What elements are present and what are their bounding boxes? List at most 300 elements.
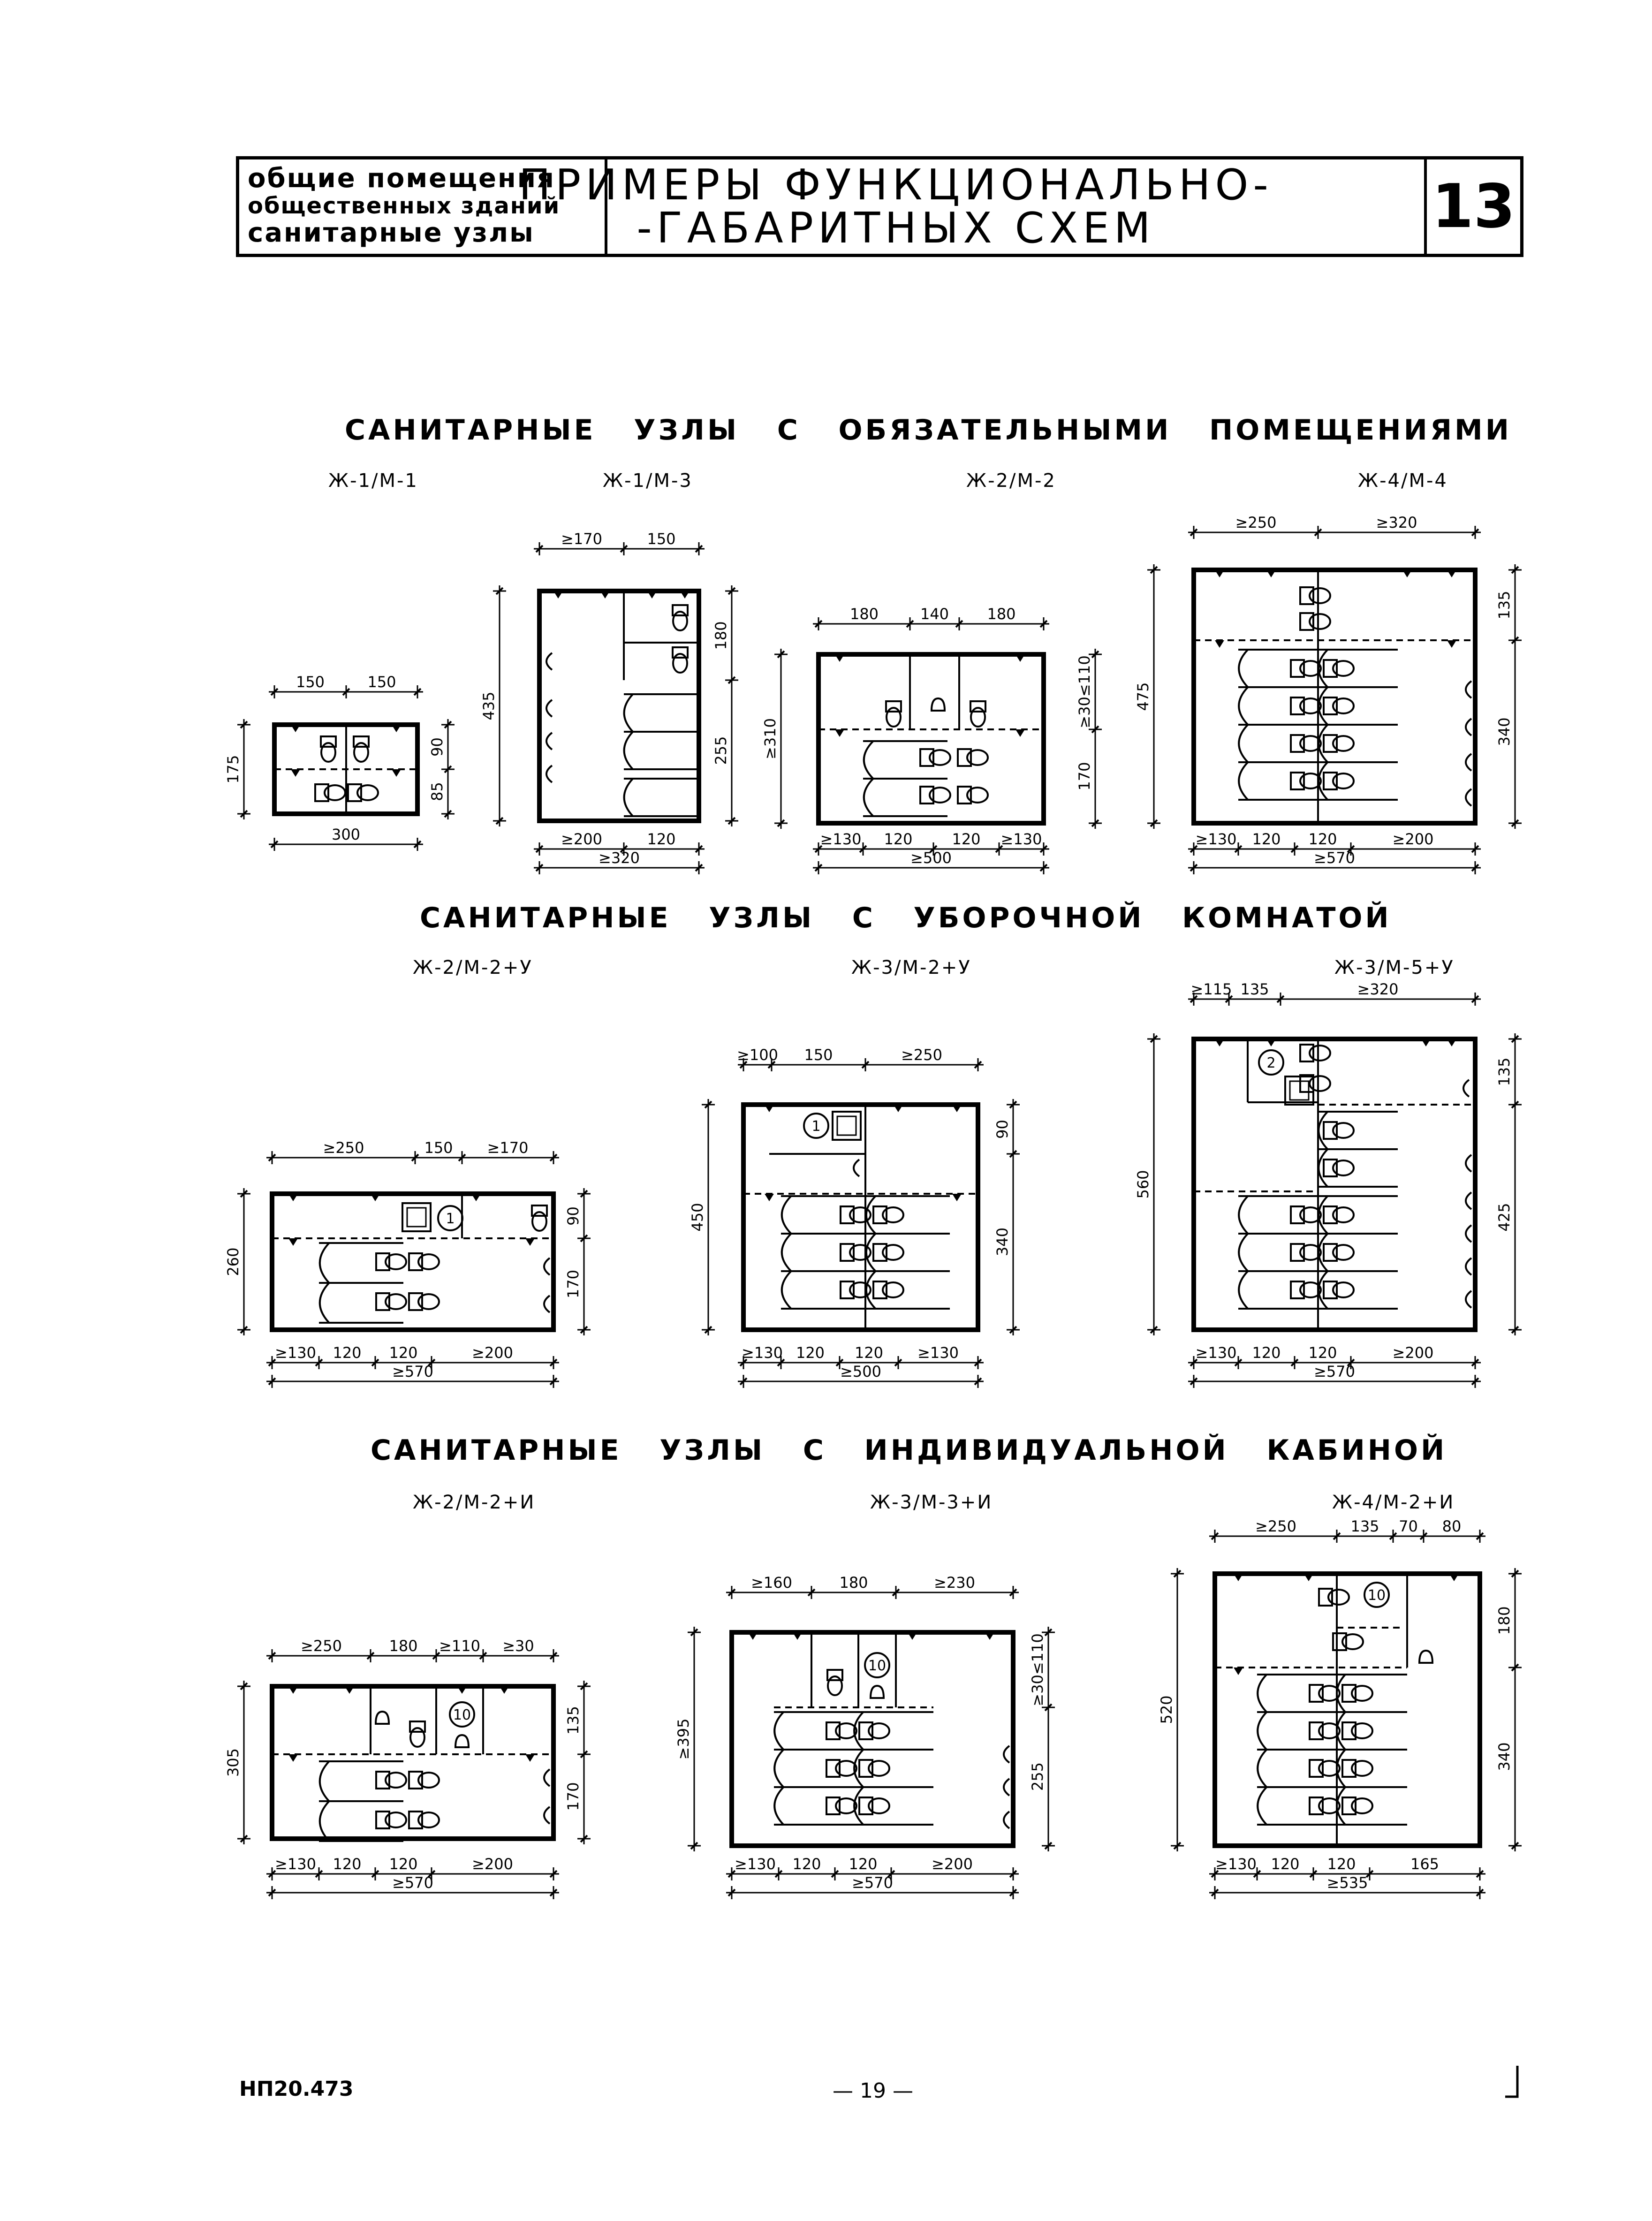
door-marker	[1266, 570, 1276, 577]
toilet-icon	[1291, 1244, 1304, 1261]
door-marker	[525, 1238, 535, 1246]
washbasin-icon	[1466, 1155, 1471, 1172]
dimension-label: 120	[647, 830, 676, 848]
toilet-icon	[958, 749, 971, 766]
washbasin-icon	[546, 766, 552, 782]
toilet-icon	[1324, 1206, 1337, 1223]
stall-partition	[1257, 1750, 1337, 1787]
stall-partition	[1318, 650, 1398, 687]
washbasin-icon	[1466, 1291, 1471, 1308]
dimension-label: 255	[712, 736, 730, 765]
door-marker	[748, 1632, 758, 1640]
toilet-icon	[1324, 697, 1337, 714]
washbasin-icon	[854, 1160, 859, 1176]
toilet-icon	[409, 1812, 422, 1828]
dimension-label: ≥170	[561, 530, 602, 548]
equipment-marker-label: 2	[1266, 1055, 1276, 1071]
dimension-label: 170	[1076, 762, 1093, 791]
toilet-icon	[376, 1812, 389, 1828]
dimension-label: ≥570	[852, 1874, 893, 1892]
stall-partition	[865, 1234, 950, 1271]
washbasin-icon	[1004, 1812, 1009, 1828]
dimension-label: 120	[849, 1855, 878, 1873]
toilet-icon	[1300, 587, 1313, 604]
stall-partition	[863, 741, 947, 779]
equipment-marker-label: 1	[811, 1118, 821, 1135]
door-marker	[793, 1632, 802, 1640]
toilet-icon	[1300, 1075, 1313, 1092]
toilet-icon	[958, 787, 971, 804]
door-marker	[1215, 570, 1224, 577]
toilet-icon	[1324, 1281, 1337, 1298]
service-sink-icon	[837, 1116, 856, 1135]
stall-partition	[1318, 1271, 1398, 1309]
dimension-label: ≥500	[910, 849, 952, 867]
dimension-label: ≥230	[934, 1574, 975, 1592]
dimension-label: 180	[389, 1637, 418, 1655]
stall-partition	[1318, 1112, 1398, 1149]
toilet-icon	[1324, 1122, 1337, 1139]
door-marker	[600, 591, 610, 599]
toilet-icon	[376, 1772, 389, 1789]
dimension-label: ≥570	[1314, 1363, 1355, 1380]
dimension-label: ≥500	[840, 1363, 881, 1380]
stall-partition	[1238, 1271, 1318, 1309]
dimension-label: ≥110	[439, 1637, 480, 1655]
dimension-label: 140	[920, 605, 949, 623]
category-line-3: санитарные узлы	[248, 218, 535, 248]
dimension-label: 120	[1308, 1344, 1337, 1362]
urinal-icon	[932, 698, 945, 711]
toilet-icon	[1310, 1685, 1323, 1702]
dimension-label: 120	[333, 1855, 362, 1873]
door-marker	[647, 591, 657, 599]
dimension-label: 520	[1158, 1695, 1175, 1724]
dimension-label: ≥170	[487, 1139, 529, 1157]
sheet-number: 13	[1424, 159, 1520, 254]
equipment-marker-label: 10	[868, 1658, 887, 1674]
toilet-icon	[826, 1722, 840, 1739]
toilet-icon	[859, 1760, 872, 1777]
toilet-icon	[409, 1293, 422, 1310]
door-marker	[1234, 1668, 1243, 1675]
toilet-icon	[841, 1244, 854, 1261]
dimension-label: 165	[1410, 1855, 1440, 1873]
section-title-cleaning-room: САНИТАРНЫЕ УЗЛЫ С УБОРОЧНОЙ КОМНАТОЙ	[420, 902, 1392, 934]
stall-partition	[865, 1196, 950, 1234]
toilet-icon	[1300, 1045, 1313, 1061]
section-title-individual-cabin: САНИТАРНЫЕ УЗЛЫ С ИНДИВИДУАЛЬНОЙ КАБИНОЙ	[371, 1434, 1447, 1467]
toilet-icon	[873, 1206, 887, 1223]
toilet-icon	[376, 1253, 389, 1270]
toilet-icon	[920, 749, 933, 766]
dimension-label: ≥535	[1326, 1874, 1368, 1892]
stall-partition	[1238, 650, 1318, 687]
toilet-icon	[1291, 1206, 1304, 1223]
dimension-label: 255	[1029, 1762, 1046, 1791]
toilet-icon	[1310, 1797, 1323, 1814]
dimension-label: 340	[993, 1227, 1011, 1257]
dimension-label: ≥115	[1190, 980, 1232, 998]
washbasin-icon	[1466, 681, 1471, 698]
corner-mark	[1503, 2064, 1522, 2101]
dimension-label: ≥130	[742, 1344, 783, 1362]
door-marker	[985, 1632, 994, 1640]
stall-partition	[624, 694, 699, 732]
toilet-icon	[841, 1281, 854, 1298]
toilet-icon	[1324, 660, 1337, 677]
dimension-label: 135	[1495, 1057, 1513, 1086]
dimension-label: ≥160	[751, 1574, 792, 1592]
dimension-label: 150	[296, 673, 325, 691]
toilet-icon	[409, 1253, 422, 1270]
stall-partition	[624, 779, 699, 816]
door-marker	[457, 1686, 467, 1694]
dimension-label: 425	[1495, 1203, 1513, 1232]
stall-partition	[1318, 1234, 1398, 1271]
washbasin-icon	[546, 700, 552, 717]
stall-partition	[1318, 762, 1398, 800]
stall-partition	[865, 1271, 950, 1309]
dimension-label: 120	[884, 830, 913, 848]
door-marker	[1402, 570, 1412, 577]
dimension-label: 180	[839, 1574, 868, 1592]
dimension-label: 135	[564, 1706, 582, 1735]
dimension-label: 170	[564, 1782, 582, 1811]
urinal-icon	[1419, 1651, 1432, 1663]
toilet-icon	[315, 784, 328, 801]
stall-partition	[1238, 687, 1318, 725]
toilet-icon	[1324, 735, 1337, 752]
door-marker	[291, 725, 300, 732]
plan-code: Ж-1/М-1	[328, 470, 418, 492]
dimension-label: 120	[1308, 830, 1337, 848]
washbasin-icon	[1004, 1779, 1009, 1796]
dimension-label: ≥320	[1357, 980, 1399, 998]
door-marker	[680, 591, 690, 599]
dimension-label: 120	[389, 1855, 418, 1873]
dimension-label: 305	[224, 1748, 242, 1777]
toilet-icon	[841, 1206, 854, 1223]
dimension-label: 120	[854, 1344, 884, 1362]
dimension-label: ≥200	[932, 1855, 973, 1873]
dimension-label: 80	[1442, 1517, 1462, 1535]
door-marker	[765, 1194, 774, 1201]
dimension-label: 180	[987, 605, 1016, 623]
toilet-icon	[1324, 773, 1337, 789]
dimension-label: ≥570	[1314, 849, 1355, 867]
dimension-label: ≥30	[502, 1637, 534, 1655]
dimension-label: ≥130	[275, 1344, 316, 1362]
dimension-label: ≥320	[599, 849, 640, 867]
stall-partition	[319, 1761, 403, 1801]
plan-code: Ж-3/М-5+У	[1334, 957, 1455, 978]
dimension-label: 180	[1495, 1606, 1513, 1635]
toilet-icon	[376, 1293, 389, 1310]
dimension-label: 120	[1252, 830, 1281, 848]
toilet-icon	[920, 787, 933, 804]
dimension-label: ≥200	[1392, 830, 1434, 848]
washbasin-icon	[544, 1296, 550, 1312]
title-line-1: ПРИМЕРЫ ФУНКЦИОНАЛЬНО-	[519, 160, 1273, 210]
dimension-label: 340	[1495, 1742, 1513, 1771]
dimension-label: 120	[796, 1344, 825, 1362]
toilet-icon	[348, 784, 361, 801]
dimension-label: 90	[993, 1120, 1011, 1139]
toilet-icon	[1300, 613, 1313, 630]
section-title-mandatory: САНИТАРНЫЕ УЗЛЫ С ОБЯЗАТЕЛЬНЫМИ ПОМЕЩЕНИЯМИ	[345, 414, 1512, 447]
toilet-icon	[873, 1281, 887, 1298]
dimension-label: ≥130	[1195, 830, 1237, 848]
door-marker	[291, 769, 300, 777]
door-marker	[345, 1686, 354, 1694]
door-marker	[288, 1194, 298, 1201]
toilet-icon	[1310, 1760, 1323, 1777]
door-marker	[894, 1105, 903, 1112]
dimension-label: 340	[1495, 717, 1513, 746]
stall-partition	[1318, 725, 1398, 762]
door-marker	[288, 1754, 298, 1762]
stall-partition	[319, 1801, 403, 1841]
door-marker	[765, 1105, 774, 1112]
dimension-label: ≥320	[1376, 514, 1417, 531]
toilet-icon	[1291, 697, 1304, 714]
toilet-icon	[1291, 773, 1304, 789]
plan-code: Ж-4/М-2+И	[1332, 1492, 1455, 1513]
dimension-label: ≥250	[323, 1139, 364, 1157]
door-marker	[1447, 570, 1456, 577]
door-marker	[1015, 729, 1025, 737]
stall-partition	[854, 1712, 933, 1750]
dimension-label: ≥130	[1215, 1855, 1257, 1873]
plan-code: Ж-4/М-4	[1358, 470, 1448, 492]
urinal-icon	[871, 1686, 884, 1698]
stall-partition	[1238, 725, 1318, 762]
dimension-label: ≥310	[761, 718, 779, 759]
door-marker	[952, 1194, 962, 1201]
equipment-marker-label: 10	[453, 1707, 471, 1723]
washbasin-icon	[546, 733, 552, 750]
dimension-label: 70	[1399, 1517, 1418, 1535]
door-marker	[1447, 640, 1456, 648]
stall-partition	[1318, 1196, 1398, 1234]
washbasin-icon	[1466, 754, 1471, 771]
stall-partition	[1238, 1234, 1318, 1271]
toilet-icon	[1319, 1589, 1332, 1606]
door-marker	[1215, 640, 1224, 648]
stall-partition	[774, 1712, 854, 1750]
toilet-icon	[826, 1760, 840, 1777]
toilet-icon	[1291, 735, 1304, 752]
door-marker	[525, 1754, 535, 1762]
plan-code: Ж-2/М-2	[966, 470, 1056, 492]
dimension-label: 175	[224, 755, 242, 784]
dimension-label: 150	[367, 673, 396, 691]
stall-partition	[319, 1283, 403, 1323]
room-outline	[1215, 1574, 1480, 1846]
dimension-label: ≥200	[561, 830, 602, 848]
door-marker	[1015, 654, 1025, 662]
dimension-label: 450	[689, 1203, 706, 1232]
door-marker	[1421, 1039, 1431, 1046]
stall-partition	[319, 1243, 403, 1283]
dimension-label: ≥250	[1255, 1517, 1296, 1535]
category-line-2: общественных зданий	[248, 193, 561, 219]
dimension-label: 135	[1495, 591, 1513, 620]
washbasin-icon	[1004, 1746, 1009, 1763]
stall-partition	[1257, 1787, 1337, 1825]
room-outline	[539, 591, 699, 821]
toilet-icon	[1342, 1722, 1356, 1739]
door-marker	[952, 1105, 962, 1112]
dimension-label: 120	[1271, 1855, 1300, 1873]
dimension-label: ≥395	[674, 1718, 692, 1760]
dimension-label: 85	[428, 782, 446, 801]
dimension-label: 170	[564, 1269, 582, 1299]
door-marker	[553, 591, 563, 599]
stall-partition	[774, 1787, 854, 1825]
title-line-2: -ГАБАРИТНЫХ СХЕМ	[637, 203, 1155, 253]
door-marker	[471, 1194, 481, 1201]
stall-partition	[624, 732, 699, 769]
toilet-icon	[859, 1722, 872, 1739]
washbasin-icon	[1466, 1192, 1471, 1209]
dimension-label: 120	[389, 1344, 418, 1362]
door-marker	[1304, 1574, 1313, 1581]
toilet-icon	[1291, 660, 1304, 677]
dimension-label: 135	[1350, 1517, 1379, 1535]
door-marker	[392, 725, 401, 732]
dimension-label: ≥200	[472, 1344, 513, 1362]
toilet-icon	[1342, 1760, 1356, 1777]
room-outline	[272, 1686, 553, 1839]
stall-partition	[1238, 762, 1318, 800]
door-marker	[835, 729, 844, 737]
stall-partition	[774, 1750, 854, 1787]
dimension-label: ≥250	[901, 1046, 942, 1064]
door-marker	[500, 1686, 509, 1694]
plan-code: Ж-1/М-3	[603, 470, 693, 492]
door-marker	[288, 1686, 298, 1694]
washbasin-icon	[1466, 1225, 1471, 1242]
door-marker	[288, 1238, 298, 1246]
dimension-label: 300	[331, 826, 361, 843]
equipment-marker-label: 1	[446, 1211, 455, 1227]
door-marker	[908, 1632, 917, 1640]
stall-partition	[863, 779, 947, 816]
plan-code: Ж-2/М-2+И	[413, 1492, 536, 1513]
dimension-label: ≥100	[737, 1046, 778, 1064]
stall-partition	[854, 1787, 933, 1825]
dimension-label: 475	[1134, 682, 1152, 711]
dimension-label: 435	[480, 691, 498, 720]
dimension-label: 90	[564, 1206, 582, 1226]
page-number: — 19 —	[833, 2079, 913, 2103]
urinal-icon	[376, 1712, 389, 1724]
dimension-label: ≥250	[301, 1637, 342, 1655]
toilet-icon	[1342, 1797, 1356, 1814]
dimension-label: ≥30≤110	[1076, 655, 1093, 728]
equipment-marker-label: 10	[1367, 1587, 1386, 1604]
stall-partition	[1318, 1149, 1398, 1187]
dimension-label: ≥570	[392, 1363, 433, 1380]
dimension-label: ≥250	[1235, 514, 1277, 531]
dimension-label: ≥130	[275, 1855, 316, 1873]
washbasin-icon	[544, 1769, 550, 1786]
door-marker	[392, 769, 401, 777]
dimension-label: 120	[1327, 1855, 1356, 1873]
dimension-label: 90	[428, 737, 446, 757]
door-marker	[1447, 1039, 1456, 1046]
stall-partition	[1238, 1196, 1318, 1234]
door-marker	[1215, 1039, 1224, 1046]
dimension-label: 120	[333, 1344, 362, 1362]
door-marker	[835, 654, 844, 662]
toilet-icon	[1324, 1160, 1337, 1176]
toilet-icon	[409, 1772, 422, 1789]
door-marker	[371, 1194, 380, 1201]
plan-code: Ж-3/М-3+И	[870, 1492, 993, 1513]
washbasin-icon	[1466, 1258, 1471, 1275]
dimension-label: ≥200	[1392, 1344, 1434, 1362]
dimension-label: 260	[224, 1247, 242, 1276]
washbasin-icon	[544, 1807, 550, 1824]
toilet-icon	[1342, 1685, 1356, 1702]
toilet-icon	[859, 1797, 872, 1814]
dimension-label: 120	[952, 830, 981, 848]
dimension-label: ≥200	[472, 1855, 513, 1873]
toilet-icon	[1291, 1281, 1304, 1298]
dimension-label: 560	[1134, 1170, 1152, 1199]
plan-code: Ж-2/М-2+У	[413, 957, 533, 978]
service-sink-icon	[407, 1208, 426, 1227]
dimension-label: 120	[792, 1855, 821, 1873]
dimension-label: 150	[804, 1046, 833, 1064]
door-marker	[1234, 1574, 1243, 1581]
dimension-label: 150	[424, 1139, 453, 1157]
dimension-label: ≥30≤110	[1029, 1633, 1046, 1706]
washbasin-icon	[546, 653, 552, 670]
urinal-icon	[455, 1735, 469, 1747]
dimension-label: ≥130	[1195, 1344, 1237, 1362]
stall-partition	[854, 1750, 933, 1787]
washbasin-icon	[1466, 719, 1471, 735]
stall-partition	[1257, 1675, 1337, 1712]
dimension-label: ≥570	[392, 1874, 433, 1892]
toilet-icon	[873, 1244, 887, 1261]
washbasin-icon	[1463, 1080, 1469, 1097]
dimension-label: 180	[849, 605, 879, 623]
plan-code: Ж-3/М-2+У	[851, 957, 971, 978]
dimension-label: 180	[712, 621, 730, 650]
dimension-label: ≥130	[820, 830, 862, 848]
dimension-label: ≥130	[735, 1855, 776, 1873]
dimension-label: 120	[1252, 1344, 1281, 1362]
stall-partition	[1257, 1712, 1337, 1750]
door-marker	[1266, 1039, 1276, 1046]
dimension-label: 135	[1240, 980, 1269, 998]
washbasin-icon	[544, 1258, 550, 1275]
washbasin-icon	[1466, 789, 1471, 806]
document-code: НП20.473	[239, 2077, 354, 2101]
dimension-label: ≥130	[917, 1344, 959, 1362]
category-line-1: общие помещения	[248, 163, 555, 194]
dimension-label: ≥130	[1000, 830, 1042, 848]
stall-partition	[1318, 687, 1398, 725]
toilet-icon	[1324, 1244, 1337, 1261]
door-marker	[1449, 1574, 1459, 1581]
dimension-label: 150	[647, 530, 676, 548]
